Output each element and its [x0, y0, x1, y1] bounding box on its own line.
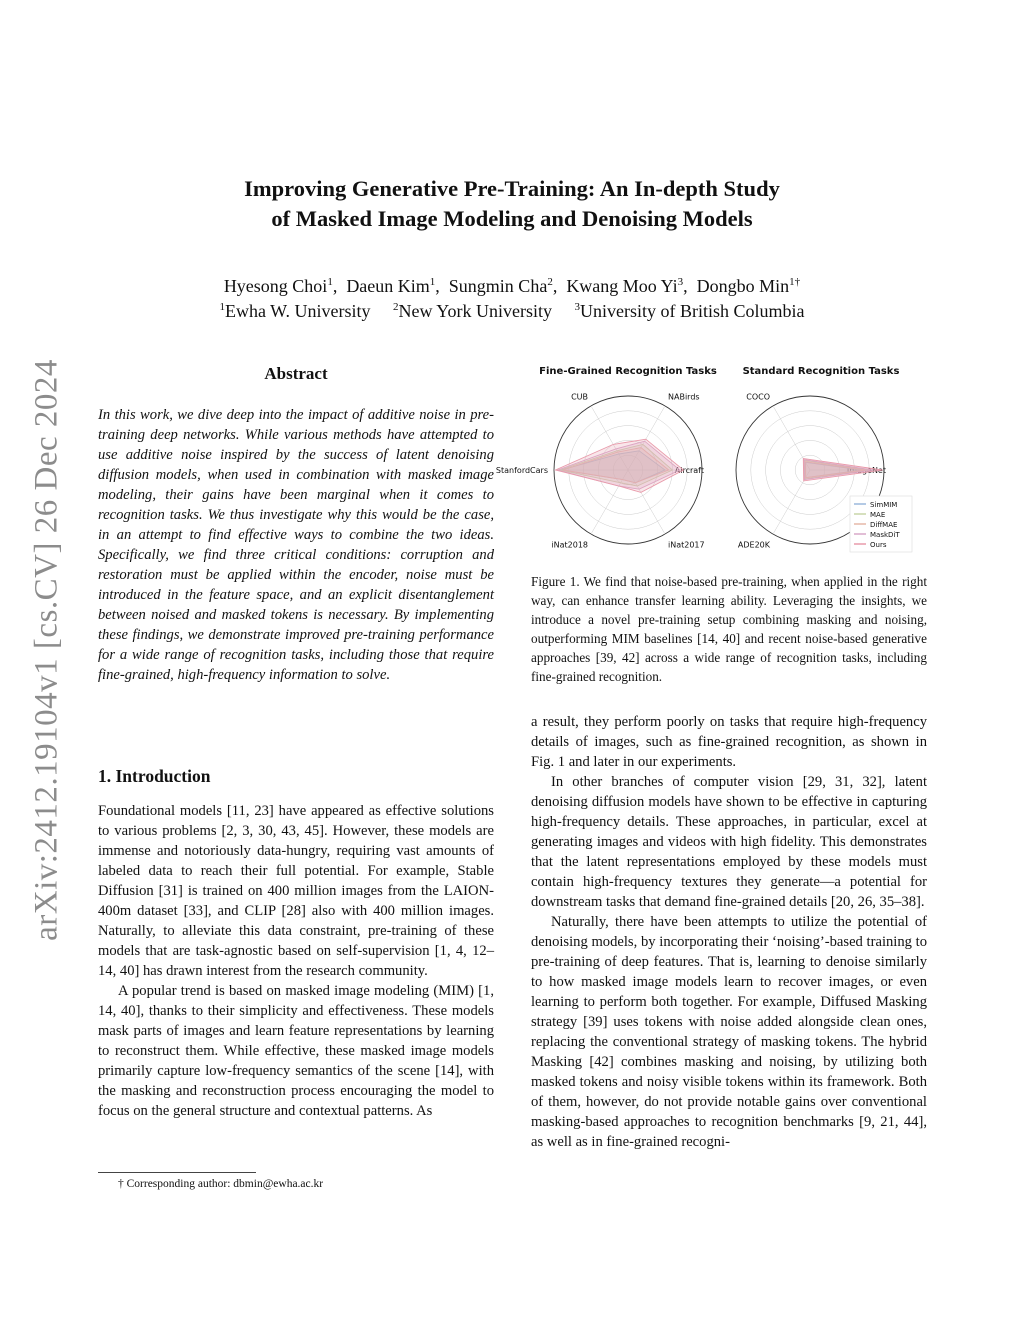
author-4: Kwang Moo Yi$^3$ [566, 276, 684, 296]
right-paragraph-2: In other branches of computer vision [29, 31, 32], latent denoising diffusion models have shown to be effective in capturing high-frequency details. These approaches, in particular, excel at generating images and videos with high fidelity. This demonstrates that the latent representations employed by these models must contain high-frequency textures they generate—a potential for downstream tasks that demand fine-grained details [20, 26, 35–38]. [531, 774, 927, 910]
chart-2-axis-label-2: COCO [746, 392, 770, 402]
intro-paragraph-1: Foundational models [11, 23] have appeared as effective solutions to various problems [2, 3, 30, 43, 45]. However, these models are immense and notoriously data-hungry, requiring vast amounts of labeled data to reach their full potential. For example, Stable Diffusion [31] is trained on 400 million images from the LAION-400m dataset [33], and CLIP [28] also with 400 million images. Naturally, to alleviate this data constraint, pre-training of these models that are task-agnostic based on self-supervision [1, 4, 12–14, 40] has drawn interest from the research community. [98, 803, 494, 979]
right-paragraph-3: Naturally, there have been attempts to utilize the potential of denoising models, by incorporating their ‘noising’-based training to pre-training of deep features. That is, learning to denoise similarly to how masked image models learn to recover images, or even learning to perform both together. For example, Diffused Masking strategy [39] uses tokens with noise added alongside clean ones, replacing the conventional strategy of masking tokens. The hybrid Masking [42] combines masking and noising, by utilizing both masked tokens and noisy visible tokens within its framework. Both of them, however, do not provide notable gains over conventional masking-based approaches to recognition benchmarks [9, 21, 44], as well as in fine-grained recogni- [531, 914, 927, 1150]
legend-label-diffmae: DiffMAE [870, 521, 898, 529]
chart-1-title: Fine-Grained Recognition Tasks [539, 366, 717, 377]
chart-2-title: Standard Recognition Tasks [742, 366, 900, 377]
chart-1-axis-label-5: iNat2017 [668, 540, 705, 550]
chart-1-series-ours [556, 439, 684, 492]
right-paragraph-1: a result, they perform poorly on tasks that require high-frequency details of images, such as fine-grained recognition, as shown in Fig. 1 and later in our experiments. [531, 714, 927, 770]
footnote-corresponding-author: † Corresponding author: dbmin@ewha.ac.kr [118, 1178, 324, 1190]
affiliation-2: $^2$New York University [392, 301, 552, 321]
arxiv-id-text: arXiv:2412.19104v1 [cs.CV] 26 Dec 2024 [28, 359, 65, 941]
legend-label-mae: MAE [870, 511, 886, 519]
footnote-divider [98, 1172, 256, 1173]
affiliation-1: $^1$Ewha W. University [219, 301, 371, 321]
figure-1 [495, 356, 928, 556]
affiliation-list [150, 294, 874, 324]
affiliation-3: $^3$University of British Columbia [574, 301, 805, 321]
chart-1-radar [496, 393, 705, 550]
right-column-body [531, 712, 927, 1152]
chart-1-axis-label-4: iNat2018 [551, 540, 588, 550]
legend-label-simmim: SimMIM [870, 501, 898, 509]
chart-1-axis-label-3: StanfordCars [495, 466, 548, 475]
arxiv-sidebar [22, 350, 72, 950]
paper-title-line-1: Improving Generative Pre-Training: An In-depth Study [244, 176, 780, 201]
figure-1-radar-charts [495, 356, 928, 556]
paper-title-line-2: of Masked Image Modeling and Denoising Models [271, 206, 753, 231]
intro-paragraph-2: A popular trend is based on masked image modeling (MIM) [1, 14, 40], thanks to their simplicity and effectiveness. These models mask parts of images and learn feature representations by learning to reconstruct them. While effective, these masked image models primarily capture low-frequency semantics of the scene [14], with the masking and reconstruction process encouraging the model to focus on the general structure and contextual patterns. As [98, 983, 494, 1119]
chart-2-axis-label-3: ADE20K [737, 540, 770, 550]
abstract-text: In this work, we dive deep into the impact of additive noise in pre-training deep networks. While various methods have attempted to use additive noise inspired by the success of latent denoising diffusion models, when used in combination with masked image modeling, their gains have been marginal when it comes to recognition tasks. We thus investigate why this would be the case, in an attempt to find effective ways to combine the two ideas. Specifically, we find three critical conditions: corruption and restoration must be applied within the encoder, noise must be introduced in the feature space, and an explicit disentanglement between noised and masked tokens is necessary. By implementing these findings, we demonstrate improved pre-training performance for a wide range of recognition tasks, including those that require fine-grained, high-frequency information to solve. [98, 407, 494, 683]
abstract-heading: Abstract [264, 364, 328, 383]
chart-legend [850, 496, 912, 552]
introduction-body [98, 801, 494, 1121]
chart-2-axis-label-1: ImageNet [846, 466, 886, 475]
author-list: Hyesong Choi$^1$, Daeun Kim$^1$, Sungmin Cha$^2$, Kwang Moo Yi$^3$, Dongbo Min$^{1\dagger}$ [223, 276, 801, 296]
figure-1-caption: Figure 1. We find that noise-based pre-training, when applied in the right way, can enhance transfer learning ability. Leveraging the insights, we introduce a novel pre-training setup combining masking and noising, outperforming MIM baselines [14, 40] and recent noise-based generative approaches [39, 42] across a wide range of recognition tasks, including fine-grained recognition. [531, 574, 927, 684]
chart-1-axis-label-1: NABirds [668, 392, 700, 402]
chart-1-axis-label-2: CUB [571, 392, 588, 402]
author-3: Sungmin Cha$^2$ [448, 276, 553, 296]
author-1: Hyesong Choi$^1$ [223, 276, 333, 296]
legend-label-maskdit: MaskDiT [870, 531, 900, 539]
author-5: Dongbo Min$^{1\dagger}$ [696, 276, 801, 296]
author-2: Daeun Kim$^1$ [346, 276, 436, 296]
introduction-heading: 1. Introduction [98, 766, 211, 786]
chart-1-axis-label-6: Aircraft [674, 466, 704, 475]
legend-label-ours: Ours [870, 541, 887, 549]
chart-2-series-ours [803, 459, 882, 481]
